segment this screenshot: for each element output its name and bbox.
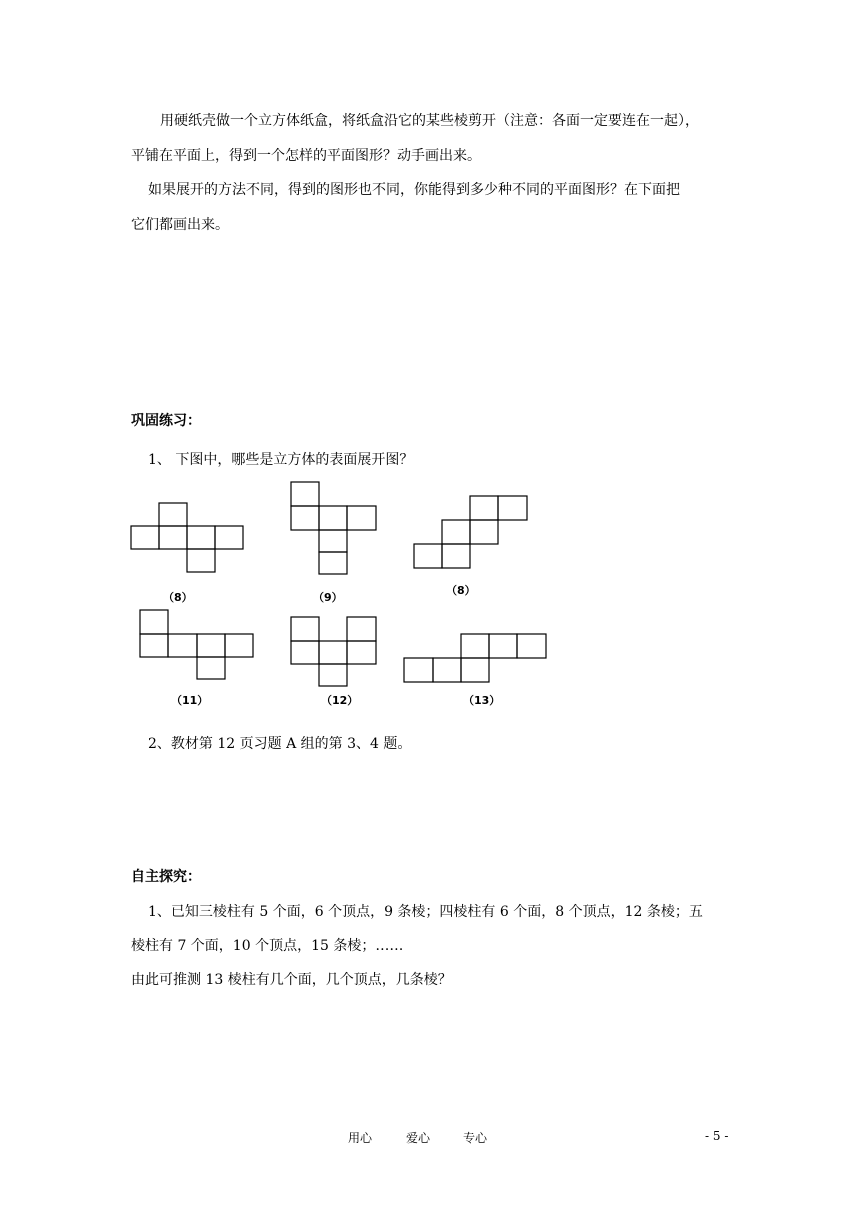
net-figure-9 bbox=[291, 482, 376, 574]
intro-p2-line2: 它们都画出来。 bbox=[131, 217, 229, 233]
intro-p1-line1: 用硬纸壳做一个立方体纸盒，将纸盒沿它的某些棱剪开（注意：各面一定要连在一起）， bbox=[160, 113, 699, 129]
net-figure-12 bbox=[291, 617, 376, 686]
footer-motto-1: 用心 bbox=[348, 1131, 373, 1145]
page-number: - 5 - bbox=[705, 1129, 729, 1143]
practice-question-2: 2、教材第 12 页习题 A 组的第 3、4 题。 bbox=[148, 736, 412, 752]
net-figure-11 bbox=[140, 610, 253, 679]
figure-caption: （8） bbox=[446, 584, 476, 597]
intro-p1-line2: 平铺在平面上，得到一个怎样的平面图形？动手画出来。 bbox=[131, 148, 481, 164]
footer-motto-3: 专心 bbox=[463, 1131, 488, 1145]
practice-question-1: 1、 下图中，哪些是立方体的表面展开图？ bbox=[148, 452, 414, 468]
explore-question-1-line3: 由此可推测 13 棱柱有几个面，几个顶点，几条棱？ bbox=[131, 972, 452, 988]
explore-question-1-line2: 棱柱有 7 个面，10 个顶点，15 条棱；…… bbox=[131, 938, 404, 954]
figure-caption: （8） bbox=[163, 591, 193, 604]
explore-heading: 自主探究： bbox=[131, 869, 201, 885]
net-figure-8a bbox=[131, 503, 243, 572]
intro-p2-line1: 如果展开的方法不同，得到的图形也不同，你能得到多少种不同的平面图形？在下面把 bbox=[148, 182, 680, 198]
net-figure-8b bbox=[414, 496, 527, 568]
figure-caption: （11） bbox=[171, 694, 209, 707]
net-figure-13 bbox=[404, 634, 546, 682]
footer-motto-2: 爱心 bbox=[406, 1131, 431, 1145]
figure-caption: （13） bbox=[463, 694, 501, 707]
figure-caption: （9） bbox=[313, 591, 343, 604]
explore-question-1-line1: 1、已知三棱柱有 5 个面，6 个顶点，9 条棱；四棱柱有 6 个面，8 个顶点，12 条棱；五 bbox=[148, 904, 703, 920]
figure-caption: （12） bbox=[321, 694, 359, 707]
practice-heading: 巩固练习： bbox=[131, 413, 201, 429]
